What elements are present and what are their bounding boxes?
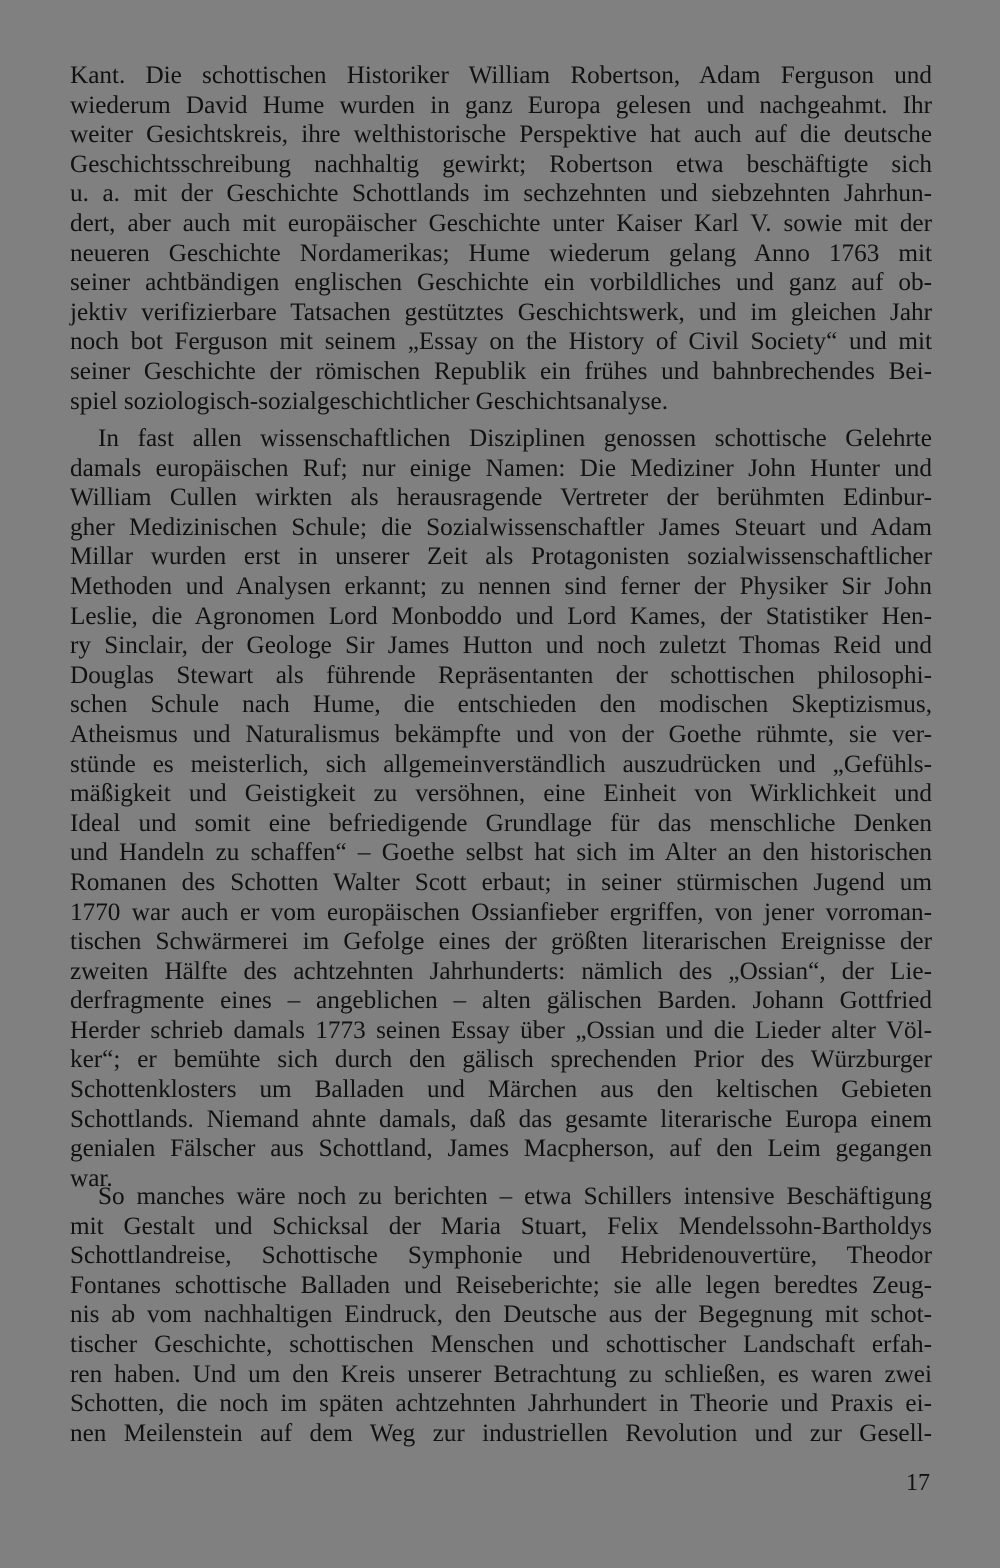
text-line: jektiv verifizierbare Tatsachen gestütztes Geschichtswerk, und im gleichen Jahr <box>70 298 932 326</box>
text-line: William Cullen wirkten als herausragende Vertreter der berühmten Edinbur- <box>70 484 932 512</box>
text-line: Schottenklosters um Balladen und Märchen aus den keltischen Gebieten <box>70 1076 932 1104</box>
text-line: stünde es meisterlich, sich allgemeinverständlich auszudrücken und „Gefühls- <box>70 750 932 778</box>
text-line: Schottlandreise, Schottische Symphonie und Hebridenouvertüre, Theodor <box>70 1242 932 1270</box>
paragraph-3 <box>70 1182 932 1448</box>
text-line: Geschichtsschreibung nachhaltig gewirkt; Robertson etwa beschäftigte sich <box>70 150 932 178</box>
text-line: Schotten, die noch im späten achtzehnten Jahrhundert in Theorie und Praxis ei- <box>70 1390 932 1418</box>
text-line: tischen Schwärmerei im Gefolge eines der größten literarischen Ereignisse der <box>70 928 932 956</box>
text-line: ker“; er bemühte sich durch den gälisch sprechenden Prior des Würzburger <box>70 1046 932 1074</box>
text-line: So manches wäre noch zu berichten – etwa Schillers intensive Beschäftigung <box>98 1183 932 1210</box>
paragraph-2 <box>70 424 932 1193</box>
text-line: und Handeln zu schaffen“ – Goethe selbst hat sich im Alter an den historischen <box>70 839 932 867</box>
text-line: Herder schrieb damals 1773 seinen Essay über „Ossian und die Lieder alter Völ- <box>70 1016 932 1044</box>
text-line: wiederum David Hume wurden in ganz Europa gelesen und nachgeahmt. Ihr <box>70 91 932 119</box>
text-line: mäßigkeit und Geistigkeit zu versöhnen, eine Einheit von Wirklichkeit und <box>70 780 932 808</box>
text-line: dert, aber auch mit europäischer Geschichte unter Kaiser Karl V. sowie mit der <box>70 209 932 237</box>
paragraph-1 <box>70 61 932 416</box>
text-line: nis ab vom nachhaltigen Eindruck, den Deutsche aus der Begegnung mit schot- <box>70 1301 932 1329</box>
text-line: Douglas Stewart als führende Repräsentanten der schottischen philosophi- <box>70 661 932 689</box>
text-line: nen Meilenstein auf dem Weg zur industriellen Revolution und zur Gesell- <box>70 1419 932 1447</box>
text-line: Atheismus und Naturalismus bekämpfte und von der Goethe rühmte, sie ver- <box>70 720 932 748</box>
text-line: damals europäischen Ruf; nur einige Namen: Die Mediziner John Hunter und <box>70 454 932 482</box>
text-line: seiner Geschichte der römischen Republik ein frühes und bahnbrechendes Bei- <box>70 357 932 385</box>
text-line: Kant. Die schottischen Historiker William Robertson, Adam Ferguson und <box>70 62 932 89</box>
text-line: Methoden und Analysen erkannt; zu nennen sind ferner der Physiker Sir John <box>70 572 932 600</box>
text-line: neueren Geschichte Nordamerikas; Hume wiederum gelang Anno 1763 mit <box>70 239 932 267</box>
text-line: ry Sinclair, der Geologe Sir James Hutton und noch zuletzt Thomas Reid und <box>70 632 932 660</box>
text-line: schen Schule nach Hume, die entschieden den modischen Skeptizismus, <box>70 691 932 719</box>
text-line: Romanen des Schotten Walter Scott erbaut; in seiner stürmischen Jugend um <box>70 868 932 896</box>
text-line: Millar wurden erst in unserer Zeit als Protagonisten sozialwissenschaftlicher <box>70 543 932 571</box>
text-line: tischer Geschichte, schottischen Menschen und schottischer Landschaft erfah- <box>70 1330 932 1358</box>
text-line: derfragmente eines – angeblichen – alten gälischen Barden. Johann Gottfried <box>70 987 932 1015</box>
text-line: Fontanes schottische Balladen und Reiseberichte; sie alle legen beredtes Zeug- <box>70 1271 932 1299</box>
text-line: noch bot Ferguson mit seinem „Essay on the History of Civil Society“ und mit <box>70 328 932 356</box>
text-line: 1770 war auch er vom europäischen Ossianfieber ergriffen, von jener vorroman- <box>70 898 932 926</box>
text-line: In fast allen wissenschaftlichen Disziplinen genossen schottische Gelehrte <box>98 425 932 452</box>
text-line: zweiten Hälfte des achtzehnten Jahrhunderts: nämlich des „Ossian“, der Lie- <box>70 957 932 985</box>
text-line: Schottlands. Niemand ahnte damals, daß das gesamte literarische Europa einem <box>70 1105 932 1133</box>
text-line: genialen Fälscher aus Schottland, James Macpherson, auf den Leim gegangen <box>70 1135 932 1163</box>
text-line: mit Gestalt und Schicksal der Maria Stuart, Felix Mendelssohn-Bartholdys <box>70 1212 932 1240</box>
text-line: weiter Gesichtskreis, ihre welthistorische Perspektive hat auch auf die deutsche <box>70 121 932 149</box>
text-line: u. a. mit der Geschichte Schottlands im sechzehnten und siebzehnten Jahrhun- <box>70 180 932 208</box>
text-line: Leslie, die Agronomen Lord Monboddo und Lord Kames, der Statistiker Hen- <box>70 602 932 630</box>
text-line: Ideal und somit eine befriedigende Grundlage für das menschliche Denken <box>70 809 932 837</box>
page-number: 17 <box>906 1470 930 1496</box>
text-line: spiel soziologisch-sozialgeschichtlicher Geschichtsanalyse. <box>70 387 669 415</box>
text-line: war. <box>70 1164 113 1192</box>
text-line: gher Medizinischen Schule; die Sozialwissenschaftler James Steuart und Adam <box>70 513 932 541</box>
text-line: ren haben. Und um den Kreis unserer Betrachtung zu schließen, es waren zwei <box>70 1360 932 1388</box>
text-line: seiner achtbändigen englischen Geschichte ein vorbildliches und ganz auf ob- <box>70 269 932 297</box>
